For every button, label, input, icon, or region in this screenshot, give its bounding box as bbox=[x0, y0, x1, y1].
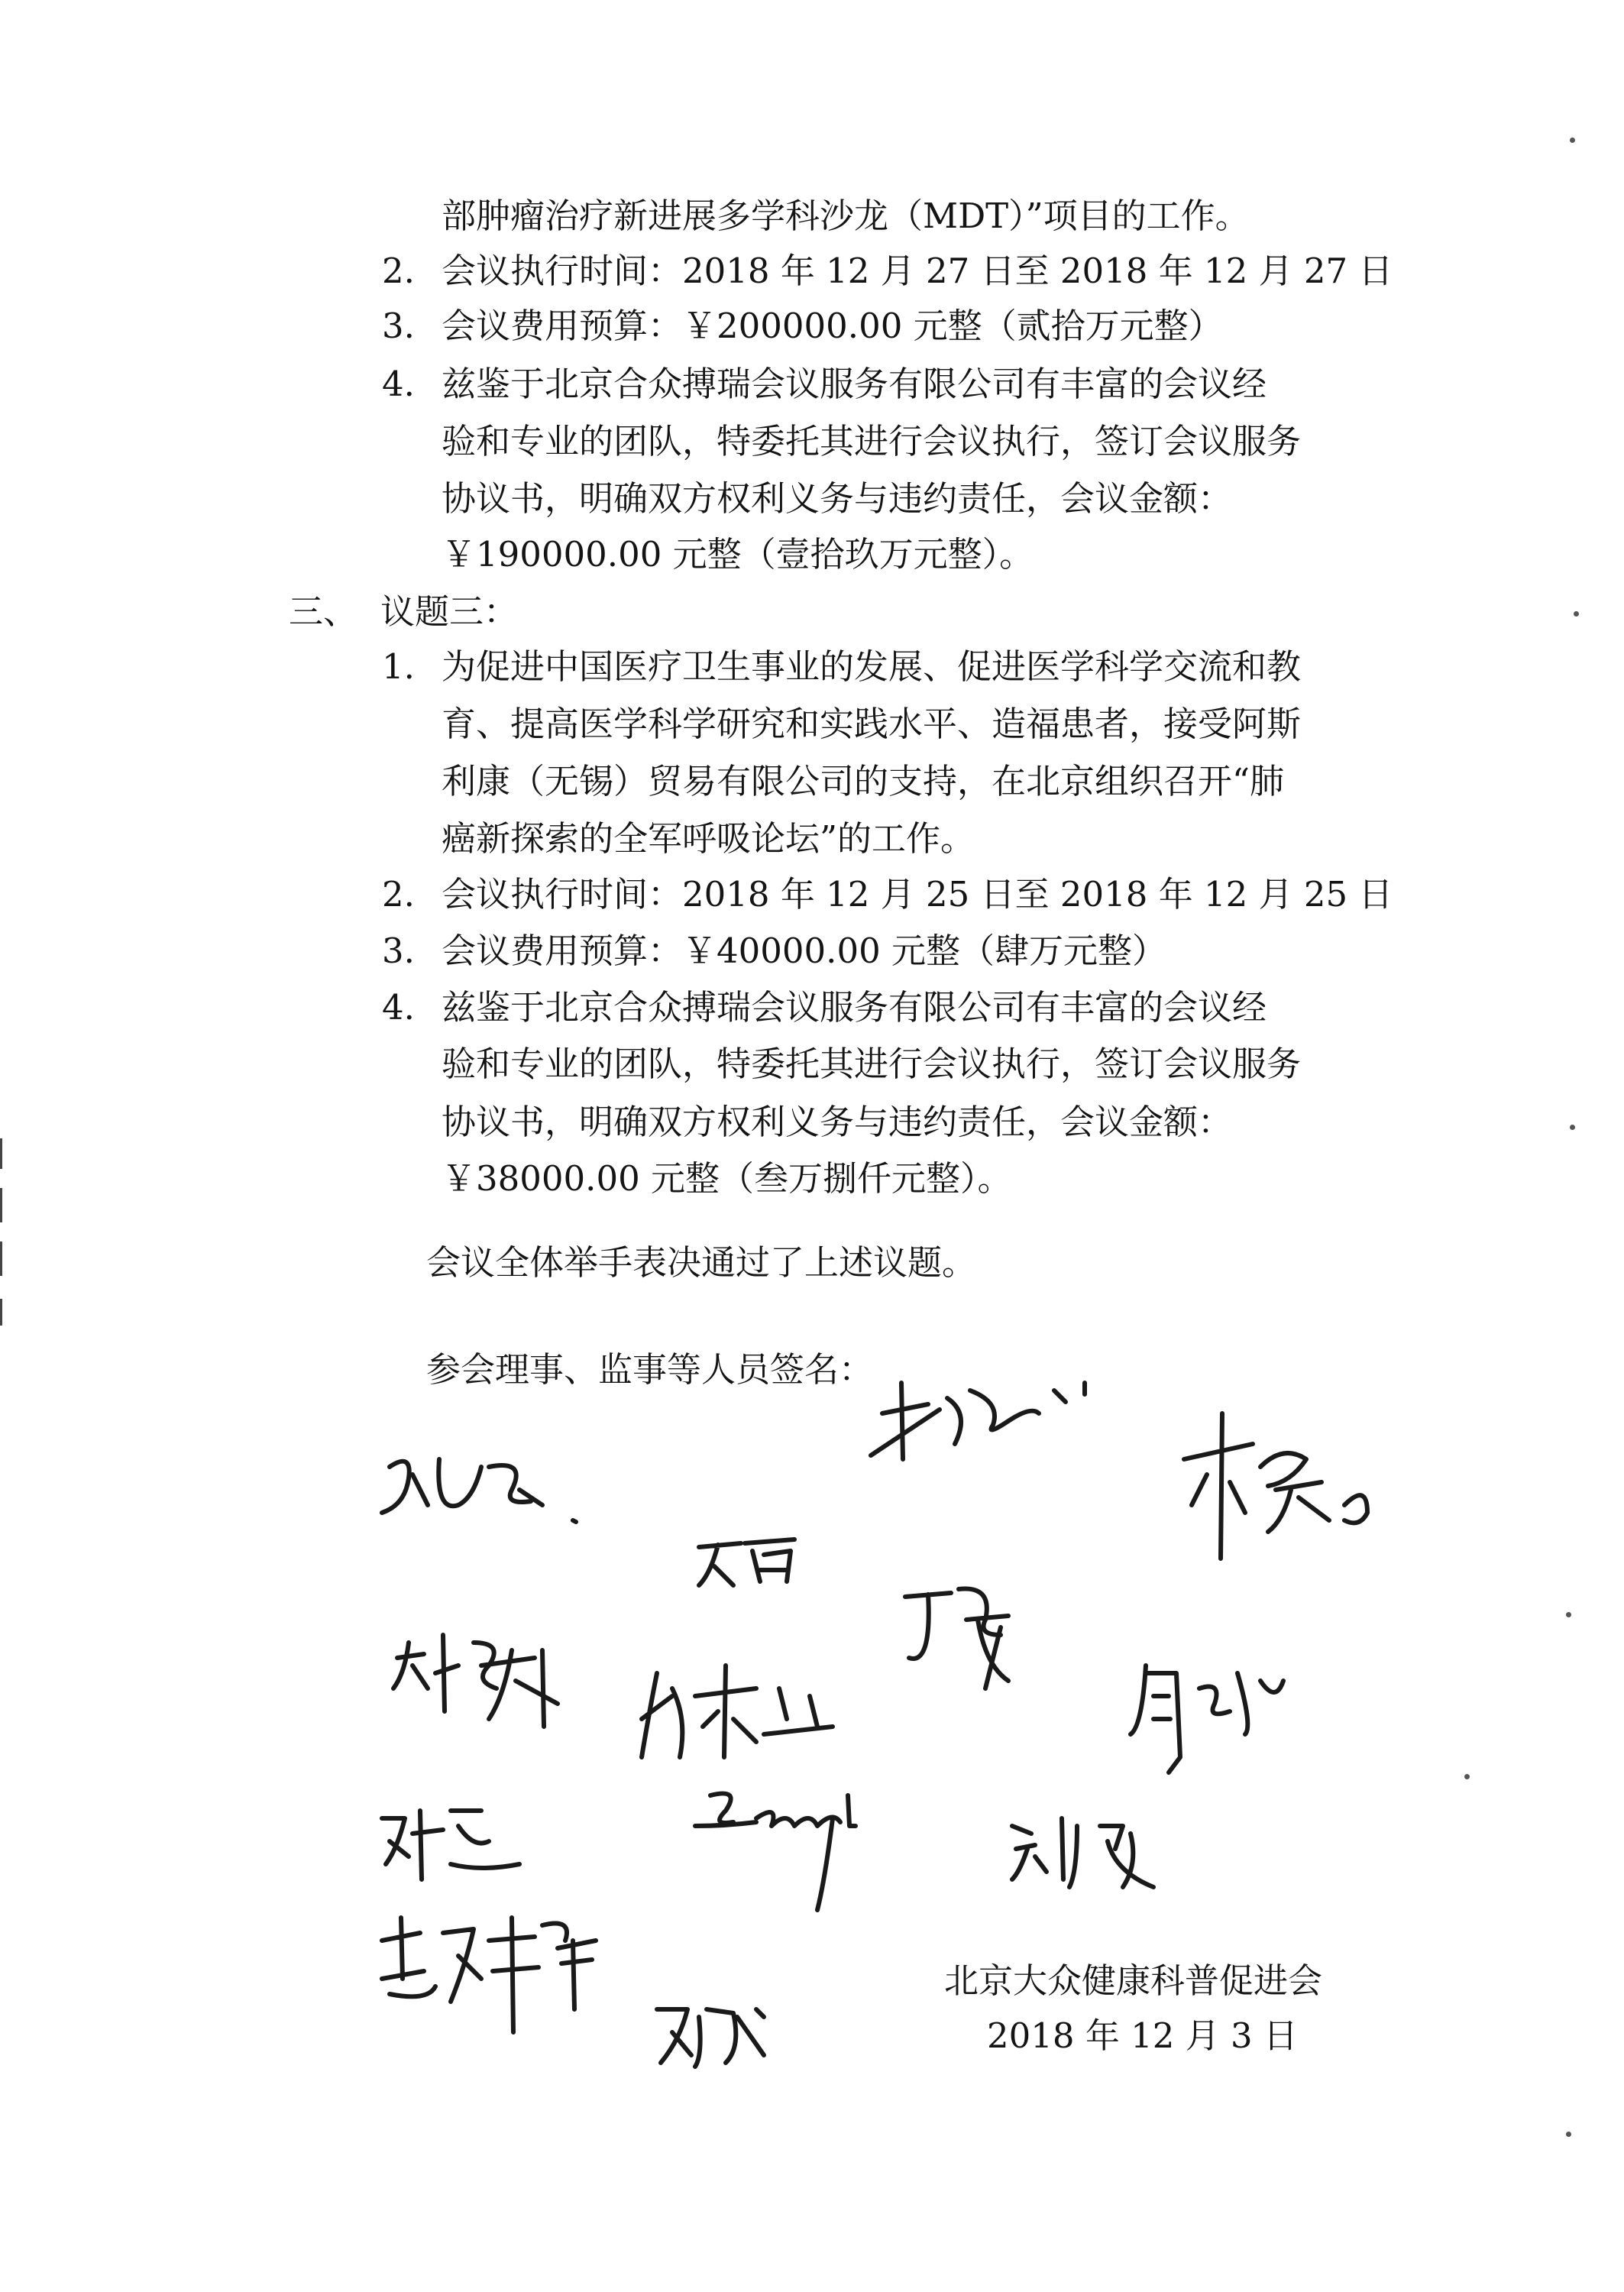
signature-1 bbox=[856, 1368, 1108, 1475]
item-number: 4. bbox=[382, 364, 415, 404]
signature-7 bbox=[626, 1643, 848, 1772]
item-number: 2. bbox=[382, 251, 415, 291]
item-text: 协议书，明确双方权利义务与违约责任，会议金额： bbox=[442, 478, 1233, 519]
item-number: 3. bbox=[382, 306, 415, 346]
item-text: 协议书，明确双方权利义务与违约责任，会议金额： bbox=[442, 1102, 1233, 1142]
signature-3 bbox=[1161, 1398, 1390, 1574]
signatures-label: 参会理事、监事等人员签名： bbox=[426, 1349, 874, 1390]
signature-5 bbox=[894, 1574, 1031, 1704]
signature-11 bbox=[1001, 1803, 1184, 1895]
item-text: 会议费用预算：￥40000.00 元整（肆万元整） bbox=[442, 931, 1167, 971]
item-text: 验和专业的团队，特委托其进行会议执行，签订会议服务 bbox=[442, 1044, 1302, 1084]
signature-9 bbox=[367, 1788, 535, 1895]
signature-12 bbox=[367, 1895, 611, 2048]
item-number: 3. bbox=[382, 931, 415, 971]
scan-speck bbox=[1574, 611, 1579, 617]
signature-10 bbox=[680, 1772, 878, 1925]
item-text: 会议执行时间：2018 年 12 月 27 日至 2018 年 12 月 27 日 bbox=[442, 251, 1393, 291]
resolution-statement: 会议全体举手表决通过了上述议题。 bbox=[426, 1242, 977, 1283]
item-number: 2. bbox=[382, 874, 415, 915]
item-text: 兹鉴于北京合众搏瑞会议服务有限公司有丰富的会议经 bbox=[442, 364, 1267, 404]
item-text: 验和专业的团队，特委托其进行会议执行，签订会议服务 bbox=[442, 421, 1302, 461]
item-text: 癌新探索的全军呼吸论坛”的工作。 bbox=[442, 818, 975, 859]
signature-2 bbox=[367, 1421, 596, 1536]
item-text: ￥190000.00 元整（壹拾玖万元整）。 bbox=[442, 534, 1034, 575]
item-text: 为促进中国医疗卫生事业的发展、促进医学科学交流和教 bbox=[442, 646, 1302, 687]
scan-edge-mark bbox=[0, 1299, 2, 1326]
item-text: ￥38000.00 元整（叁万捌仟元整）。 bbox=[442, 1158, 1012, 1199]
signature-4 bbox=[687, 1528, 810, 1597]
scan-speck bbox=[1566, 1612, 1571, 1617]
scan-edge-mark bbox=[0, 1242, 2, 1276]
item-text: 兹鉴于北京合众搏瑞会议服务有限公司有丰富的会议经 bbox=[442, 987, 1267, 1028]
document-date: 2018 年 12 月 3 日 bbox=[987, 2015, 1298, 2056]
signature-6 bbox=[382, 1620, 596, 1734]
scan-speck bbox=[1464, 1774, 1470, 1779]
section-heading: 议题三： bbox=[380, 591, 519, 632]
scan-edge-mark bbox=[0, 1138, 2, 1169]
scan-edge-mark bbox=[0, 1188, 2, 1222]
scan-speck bbox=[1570, 138, 1575, 143]
item-text: 会议费用预算：￥200000.00 元整（贰拾万元整） bbox=[442, 306, 1223, 346]
signature-13 bbox=[642, 1994, 779, 2078]
organization-name: 北京大众健康科普促进会 bbox=[944, 1960, 1323, 2001]
scan-speck bbox=[1570, 1125, 1575, 1130]
item-number: 4. bbox=[382, 987, 415, 1028]
signature-8 bbox=[1115, 1650, 1299, 1780]
item-text: 会议执行时间：2018 年 12 月 25 日至 2018 年 12 月 25 日 bbox=[442, 874, 1393, 915]
item-text: 育、提高医学科学研究和实践水平、造福患者，接受阿斯 bbox=[442, 704, 1302, 744]
continuation-line: 部肿瘤治疗新进展多学科沙龙（MDT）”项目的工作。 bbox=[442, 196, 1250, 236]
section-number: 三、 bbox=[289, 591, 358, 632]
item-text: 利康（无锡）贸易有限公司的支持，在北京组织召开“肺 bbox=[442, 761, 1285, 801]
item-number: 1. bbox=[382, 646, 415, 687]
scan-speck bbox=[1566, 2132, 1571, 2137]
